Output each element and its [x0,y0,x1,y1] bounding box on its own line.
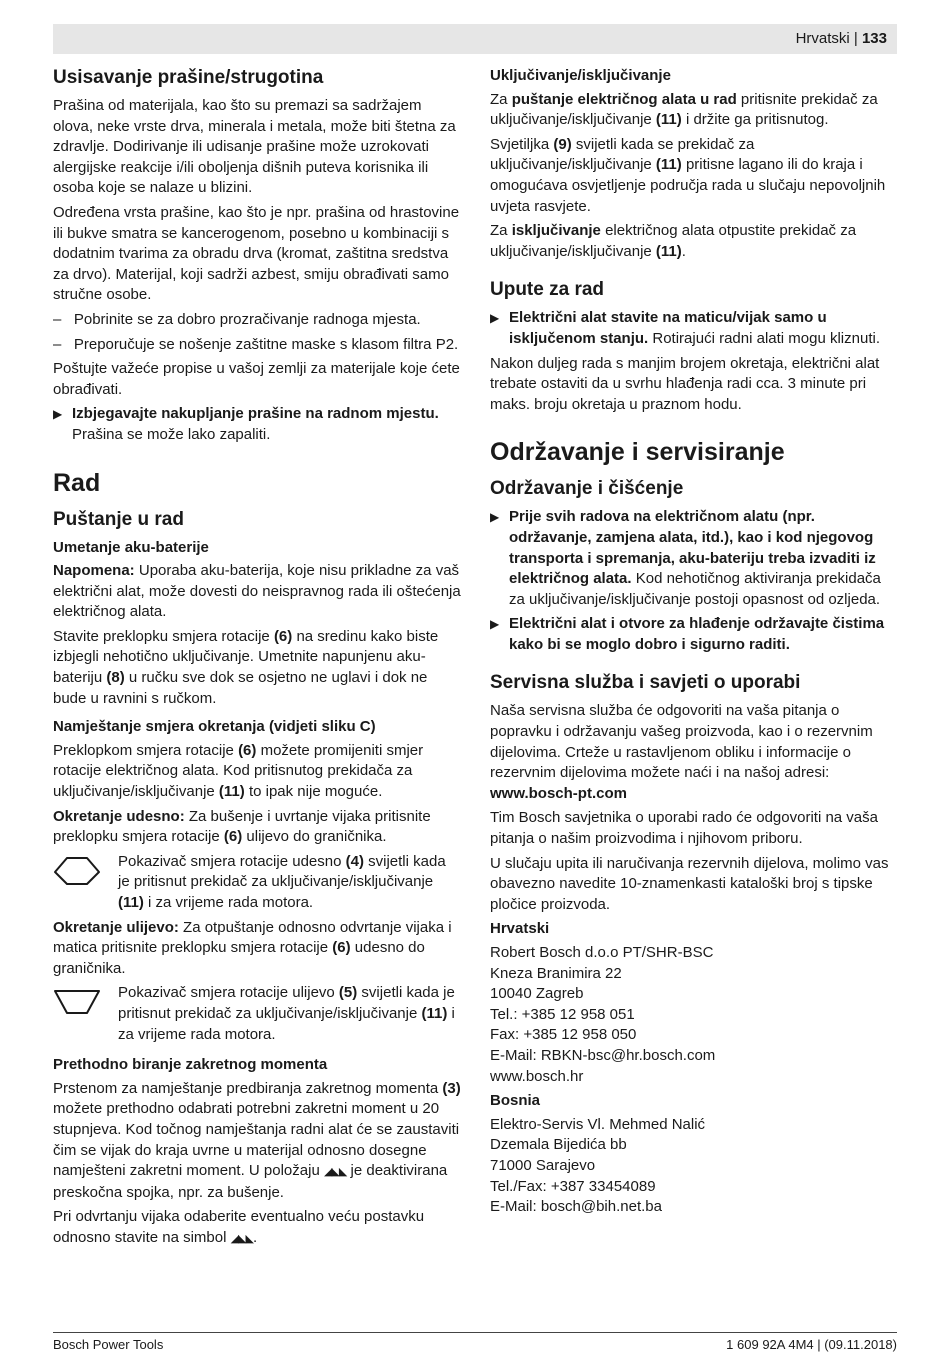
ref: (3) [442,1079,461,1097]
text: . [253,1228,258,1246]
text: Za bušenje i uvrtanje vijaka pritisnite preklopku smjera rotacije [53,807,431,846]
torque-paragraph-1 [53,1079,461,1204]
address-line: E-Mail: bosch@bih.net.ba [490,1198,662,1216]
ref: (11) [118,894,144,911]
page-header [53,24,897,54]
service-paragraph-1: Naša servisna služba će odgovoriti na vaša pitanja o popravku i održavanju vašeg proizvoda, kao i o rezervnim dijelovima. Crteže u rastavljenom obliku i informacije o rezervnim dijelovima možete naći i na našoj adresi: [490,702,873,782]
torque-title: Prethodno biranje zakretnog momenta [53,1056,328,1074]
right-column [490,66,896,1218]
text: i za vrijeme rada motora. [118,1004,455,1043]
address-line: 71000 Sarajevo [490,1156,596,1174]
text: svijetli kada je pritisnut prekidač za uključivanje/isključivanje [118,984,455,1022]
service-paragraph-2: Tim Bosch savjetnika o uporabi rado će odgovoriti na vaša pitanja o našim proizvodima i njihovom priboru. [490,809,878,848]
note-text: Uporaba aku-baterija, koje nisu prikladne za vaš električni alat, može dovesti do neispravnog rada ili oštećenja električnog alata. [53,562,461,621]
text: i za vrijeme rada motora. [143,894,314,911]
bosnia-address [490,1115,896,1218]
text: Stavite preklopku smjera rotacije [53,627,274,645]
note-label: Napomena: [53,562,135,580]
dash-item-2 [53,335,461,356]
warning-bold: Električni alat stavite na maticu/vijak samo u isključenom stanju. [509,309,827,347]
text: Preklopkom smjera rotacije [53,741,239,759]
text: Za otpuštanje odnosno odvrtanje vijaka i matica pritisnite preklopku smjera rotacije [53,918,452,957]
warning-tips [490,308,896,349]
text: to ipak nije moguće. [244,783,383,801]
croatia-address [490,943,896,1087]
ref: (5) [338,984,358,1002]
text: možete prethodno odabrati potrebni zakretni moment u 20 stupnjeva. Kod točnog namještanja radni alat će se zaustaviti čim se vijak do kraja uvrne u materijal odnosno dosegne namješteni zakretni moment. U položaju [53,1100,460,1180]
cleaning-title: Održavanje i čišćenje [490,478,684,500]
bosnia-title: Bosnia [490,1092,541,1110]
text: Za [490,90,512,108]
warning-arrow-icon: ▶ [490,510,500,525]
header-separator: | [849,30,862,47]
warning-text: Rotirajući radni alati mogu kliznuti. [648,329,880,347]
dash-text: Preporučuje se nošenje zaštitne maske s klasom filtra P2. [73,335,459,353]
address-line: Robert Bosch d.o.o PT/SHR-BSC [490,944,714,961]
ref: (11) [655,111,682,129]
text: Pri odvrtanju vijaka odaberite eventualno veću postavku odnosno stavite na simbol [53,1208,425,1246]
warning-dust [53,404,461,445]
dash-item-1 [53,310,461,331]
ref: (11) [655,242,682,260]
dash-text: Pobrinite se za dobro prozračivanje radnoga mjesta. [73,310,421,328]
address-line: Elektro-Servis Vl. Mehmed Nalić [490,1115,706,1133]
text: . [681,242,686,260]
ref: (11) [421,1004,448,1022]
ref: (6) [332,939,351,957]
text: na sredinu kako biste izbjegli nehotično uključivanje. Umetnite napunjenu aku-bateriju [53,627,439,687]
label: Okretanje udesno: [53,807,185,825]
maintenance-title: Održavanje i servisiranje [490,438,785,467]
text: Svjetiljka [490,135,554,153]
warning-bold: Prije svih radova na električnom alatu (npr. održavanje, zamjena alata, itd.), kao i kod njegovog transporta i spremanja, aku-bateriju treba izvaditi iz električnog alata. [509,508,876,588]
ref: (9) [553,135,572,153]
counterclockwise-indicator-row [53,983,461,1045]
warning-arrow-icon: ▶ [490,311,500,326]
text: možete promijeniti smjer rotacije električnog alata. Kod pritisnutog prekidača za uključivanje/isključivanje [53,741,424,801]
onoff-paragraph-3 [490,221,896,262]
text: i držite ga pritisnutog. [681,111,829,129]
direction-paragraph [53,741,461,803]
footer-right: 1 609 92A 4M4 | (09.11.2018) [726,1337,897,1352]
address-line: 10040 Zagreb [490,985,584,1003]
address-line: Fax: +385 12 958 050 [490,1026,637,1044]
footer-left: Bosch Power Tools [53,1337,164,1352]
clockwise-indicator-row [53,852,461,914]
warning-text: Prašina se može lako zapaliti. [72,425,271,443]
address-line: Dzemala Bijedića bb [490,1136,627,1154]
indicator-text [118,983,461,1045]
battery-paragraph [53,627,461,709]
warning-arrow-icon: ▶ [53,407,63,422]
warning-bold: Izbjegavajte nakupljanje prašine na radnom mjestu. [72,405,439,423]
header-language: Hrvatski [795,30,850,47]
text: ulijevo do graničnika. [242,828,387,846]
text: pritisnite prekidač za uključivanje/isključivanje [490,90,878,129]
battery-note [53,561,461,623]
label: Okretanje ulijevo: [53,918,179,936]
warning-cleaning-1 [490,507,896,610]
tips-title: Upute za rad [490,279,605,301]
footer-divider [53,1332,897,1333]
clockwise-paragraph [53,807,461,848]
indicator-text [118,852,461,914]
onoff-paragraph-2 [490,135,896,217]
address-line: Tel.: +385 12 958 051 [490,1005,635,1023]
dust-paragraph-2: Određena vrsta prašine, kao što je npr. prašina od hrastovine ili bukve smatra se kancerogenom, posebno u kombinaciji s dodatnim tvarima za obradu drva (kromat, zaštitna sredstva za drvo). Materijal, koji sadrži azbest, smiju obrađivati samo stručne osobe. [53,203,460,304]
service-title: Servisna služba i savjeti o uporabi [490,672,801,694]
tips-paragraph: Nakon duljeg rada s manjim brojem okretaja, električni alat trebate ostaviti da u svrhu hlađenja radi cca. 3 minute pri maks. broju okretaja u praznom hodu. [490,354,880,413]
ref: (6) [273,627,293,645]
dash-mark: – [53,335,62,353]
ref: (11) [655,156,682,174]
dust-paragraph-1: Prašina od materijala, kao što su premazi sa sadržajem olova, neke vrste drva, minerala i metala, može biti štetna za zdravlje. Dodirivanje ili udisanje prašine može uzrokovati alergijske reakcije i/ili oboljenja dišnih puteva korisnika ili osoba koje se nalaze u blizini. [53,97,456,197]
text: Za [490,222,512,240]
text: Pokazivač smjera rotacije udesno [118,852,346,870]
text: pritisne lagano ili do kraja i omogućava osvjetljenje područja rada u slučaju nepovoljnih uvjeta rasvjete. [490,156,886,215]
ref: (8) [106,669,125,687]
text: Prstenom za namještanje predbiranja zakretnog momenta [53,1079,443,1097]
text: električnog alata otpustite prekidač za uključivanje/isključivanje [490,222,857,260]
address-line: www.bosch.hr [490,1067,584,1085]
dash-mark: – [53,310,62,328]
section-title-rad: Rad [53,468,101,497]
address-line: Kneza Branimira 22 [490,964,622,982]
text: je deaktivirana preskočna spojka, npr. za bušenje. [53,1162,448,1201]
left-column [53,66,461,1254]
page-number: 133 [861,30,887,47]
dust-paragraph-3: Poštujte važeće propise u vašoj zemlji za materijale koje ćete obrađivati. [53,360,460,398]
text: Pokazivač smjera rotacije ulijevo [118,984,339,1002]
text: svijetli kada se prekidač za uključivanje/isključivanje [490,135,755,174]
ref: (6) [223,828,243,846]
torque-paragraph-2 [53,1207,461,1249]
warning-cleaning-2 [490,614,896,655]
dust-title: Usisavanje prašine/strugotina [53,67,324,88]
onoff-paragraph-1 [490,90,896,131]
text: svijetli kada je pritisnut prekidač za uključivanje/isključivanje [118,852,446,891]
ref: (6) [238,741,257,759]
counterclockwise-paragraph [53,918,461,980]
direction-title: Namještanje smjera okretanja (vidjeti sliku C) [53,718,376,736]
start-title: Puštanje u rad [53,508,184,530]
warning-text: Kod nehotičnog aktiviranja prekidača za uključivanje/isključivanje postoji opasnost od ozljeda. [509,570,881,608]
drill-symbol-icon: ◢◣◣ [323,1166,347,1179]
text: udesno do graničnika. [53,939,425,977]
warning-arrow-icon: ▶ [490,617,500,632]
address-line: E-Mail: RBKN-bsc@hr.bosch.com [490,1046,716,1064]
drill-symbol-icon: ◢◣◣ [230,1232,253,1245]
service-paragraph-3: U slučaju upita ili naručivanja rezervnih dijelova, molimo vas obavezno navedite 10-znamenkasti kataloški broj s tipske pločice proizvoda. [490,854,889,913]
header-text [796,30,887,47]
ref: (4) [345,852,364,870]
croatia-title: Hrvatski [490,920,550,938]
onoff-title: Uključivanje/isključivanje [490,67,671,84]
arrow-down-indicator-icon [53,983,118,1045]
bold: puštanje električnog alata u rad [511,90,737,108]
arrow-up-indicator-icon [53,852,118,914]
warning-bold: Električni alat i otvore za hlađenje održavajte čistima kako bi se moglo dobro i sigurno raditi. [509,615,885,653]
address-line: Tel./Fax: +387 33454089 [490,1177,656,1195]
service-url: www.bosch-pt.com [490,784,627,802]
battery-title: Umetanje aku-baterije [53,538,209,556]
bold: isključivanje [511,222,601,240]
text: u ručku sve dok se osjetno ne uglavi i dok ne bude u ravnini s ručkom. [53,669,428,707]
ref: (11) [218,783,245,801]
